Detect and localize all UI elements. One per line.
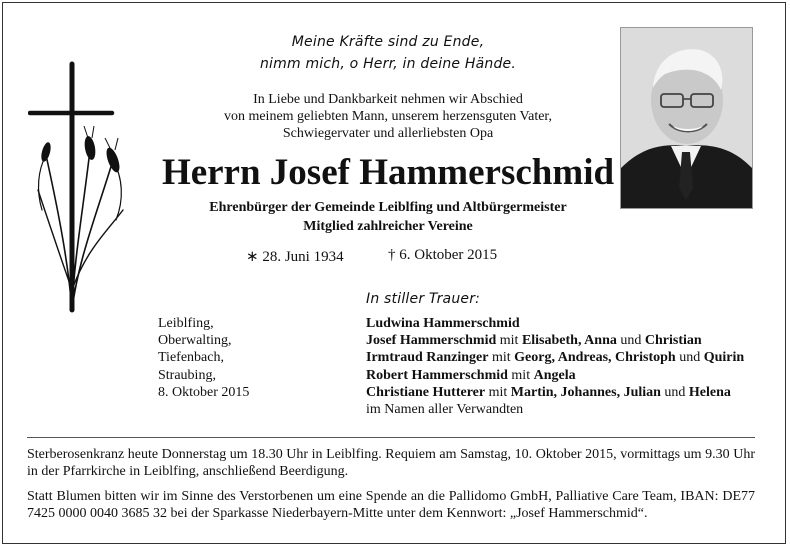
connector-text: und xyxy=(675,350,704,366)
relative-names: Christian xyxy=(644,333,702,349)
relative-names: Helena xyxy=(688,384,731,400)
place-line: Leiblfing, xyxy=(158,316,214,331)
mourner-row xyxy=(366,315,744,332)
intro-line-1: In Liebe und Dankbarkeit nehmen wir Abschied xyxy=(253,92,523,107)
mourner-row xyxy=(366,332,744,349)
cross-with-wheat-icon xyxy=(28,60,133,315)
intro-line-2: von meinem geliebten Mann, unserem herzensguten Vater, xyxy=(223,109,553,124)
connector-text: und xyxy=(616,333,645,349)
place-line: 8. Oktober 2015 xyxy=(158,384,250,400)
divider xyxy=(27,437,755,438)
deceased-titles xyxy=(150,198,626,236)
relative-names: Elisabeth, Anna xyxy=(521,333,617,349)
death-date: † 6. Oktober 2015 xyxy=(388,247,498,263)
portrait-illustration xyxy=(621,28,752,208)
verse-line-1: Meine Kräfte sind zu Ende, xyxy=(291,34,485,50)
donation-notice: Statt Blumen bitten wir im Sinne des Verstorbenen um eine Spende an die Pallidomo GmbH, Palliative Care Team, IBAN: DE77 7425 0000 0040 3685 32 bei der Sparkasse Niederbayern-Mitte unter dem Kennwort: „Josef Hammerschmid“. xyxy=(27,489,755,522)
connector-text: mit xyxy=(507,367,534,383)
service-notice: Sterberosenkranz heute Donnerstag um 18.30 Uhr in Leiblfing. Requiem am Samstag, 10. Oktober 2015, vormittags um 9.30 Uhr in der Pfarrkirche in Leiblfing, anschließend Beerdigung. xyxy=(27,447,755,480)
place-line: Tiefenbach, xyxy=(158,350,224,366)
closing-line: im Namen aller Verwandten xyxy=(366,402,524,418)
verse-line-2: nimm mich, o Herr, in deine Hände. xyxy=(259,56,517,72)
intro-line-3: Schwiegervater und allerliebsten Opa xyxy=(282,126,494,141)
verse xyxy=(200,31,576,75)
mourner-name: Robert Hammerschmid xyxy=(366,367,508,383)
mourner-name: Irmtraud Ranzinger xyxy=(366,350,489,366)
birth-date: ∗ 28. Juni 1934 xyxy=(246,249,344,265)
place-line: Oberwalting, xyxy=(158,333,232,349)
deceased-name: Herrn Josef Hammerschmid xyxy=(161,152,615,193)
title-line-2: Mitglied zahlreicher Vereine xyxy=(303,219,473,234)
title-line-1: Ehrenbürger der Gemeinde Leiblfing und Altbürgermeister xyxy=(209,200,567,215)
mourner-name: Christiane Hutterer xyxy=(366,384,486,400)
relative-names: Martin, Johannes, Julian xyxy=(510,384,661,400)
relative-names: Georg, Andreas, Christoph xyxy=(514,350,676,366)
places-list xyxy=(158,315,249,401)
relative-names: Angela xyxy=(533,367,576,383)
mourner-row xyxy=(366,349,744,366)
mourner-name: Ludwina Hammerschmid xyxy=(366,316,520,331)
mourners-list xyxy=(366,315,744,418)
mourner-row xyxy=(366,384,744,401)
mourning-label: In stiller Trauer: xyxy=(366,291,481,307)
connector-text: und xyxy=(660,384,689,400)
connector-text: mit xyxy=(488,350,515,366)
connector-text: mit xyxy=(496,333,522,349)
portrait-photo xyxy=(620,27,753,209)
connector-text: mit xyxy=(485,384,511,400)
relative-names: Quirin xyxy=(703,350,745,366)
place-line: Straubing, xyxy=(158,367,216,383)
mourner-name: Josef Hammerschmid xyxy=(366,333,497,349)
intro-text xyxy=(170,91,606,142)
mourner-row xyxy=(366,367,744,384)
